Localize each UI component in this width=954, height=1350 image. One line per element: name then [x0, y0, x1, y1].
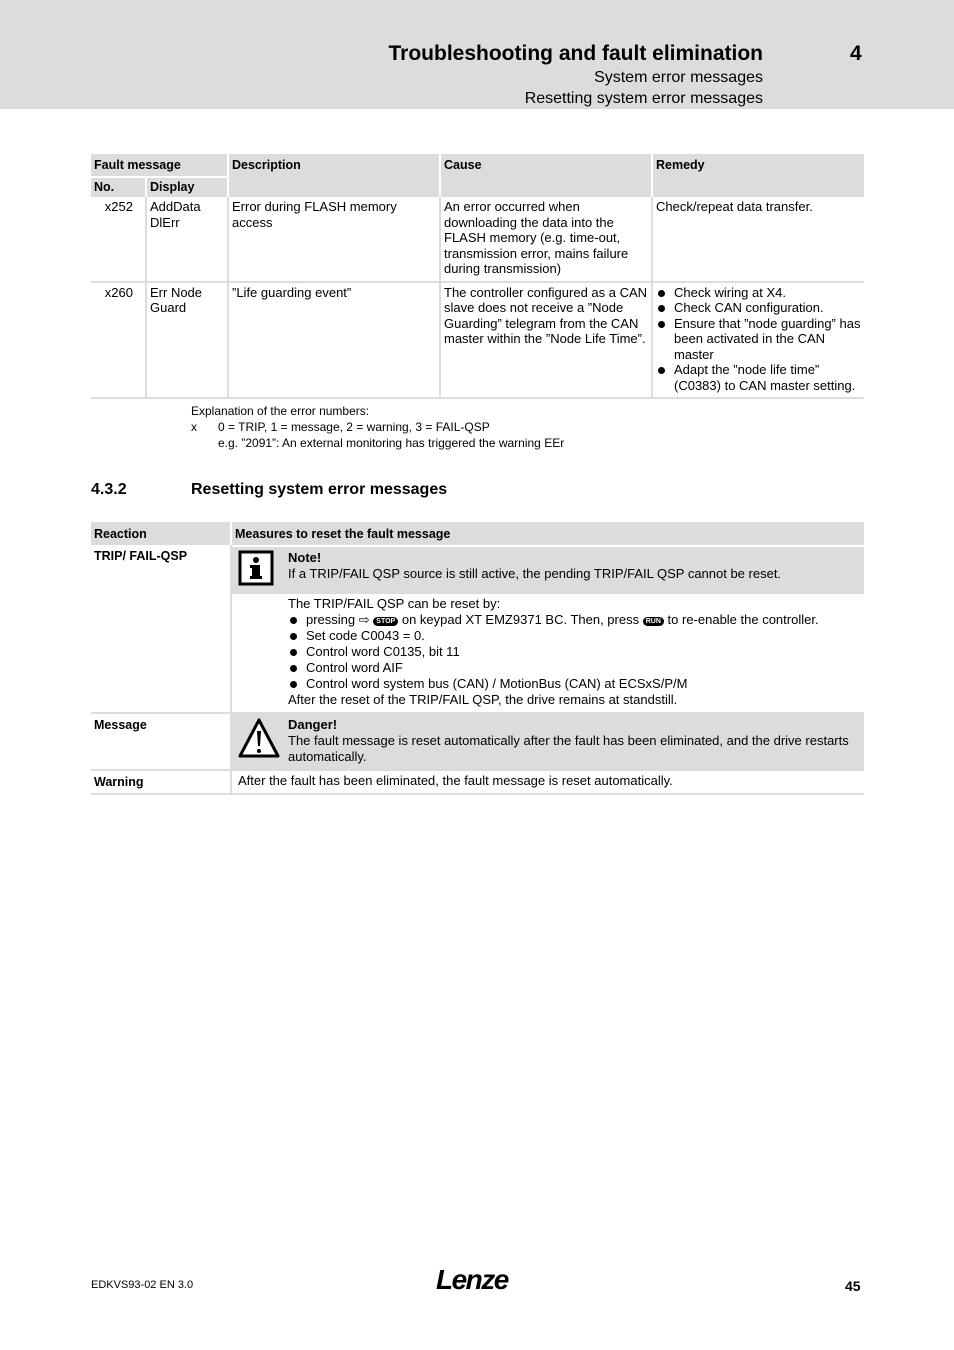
table-row [91, 713, 864, 770]
table-row [91, 770, 864, 794]
cell-no: x260 [91, 282, 146, 399]
table-row [91, 282, 864, 399]
warning-triangle-icon [238, 717, 288, 765]
info-icon [238, 550, 288, 590]
stop-key-icon: STOP [373, 617, 398, 626]
list-item: Set code C0043 = 0. [288, 628, 858, 644]
list-item: Control word system bus (CAN) / MotionBus (CAN) at ECSxS/P/M [288, 676, 858, 692]
col-fault-message: Fault message [91, 154, 228, 177]
cell-cause: An error occurred when downloading the data into the FLASH memory (e.g. time-out, transmission error, mains failure during transmission) [440, 197, 652, 282]
danger-title: Danger! [288, 717, 338, 732]
cell-cause: The controller configured as a CAN slave does not receive a ”Node Guarding” telegram from the CAN master within the ”Node Life Time”. [440, 282, 652, 399]
reaction-trip: TRIP/ FAIL-QSP [91, 545, 231, 713]
col-remedy: Remedy [652, 154, 864, 197]
trip-reset-instructions: The TRIP/FAIL QSP can be reset by: pressing ⇨ STOP on keypad XT EMZ9371 BC. Then, press RUN to re-enable the controller. Set code C0043 = 0. Control word C0135, bit 11 Control word AIF Control word system bus (CAN) / MotionBus (CAN) at ECSxS/P/M After the reset of the TRIP/FAIL QSP, the drive remains at standstill. [232, 594, 864, 712]
col-measures: Measures to reset the fault message [231, 522, 864, 545]
list-item: Control word AIF [288, 660, 858, 676]
list-item: Ensure that ”node guarding” has been activated in the CAN master [656, 316, 861, 363]
col-reaction: Reaction [91, 522, 231, 545]
list-item: Check CAN configuration. [656, 300, 861, 316]
page-number: 45 [845, 1278, 861, 1294]
table-row [91, 197, 864, 282]
page-title: Troubleshooting and fault elimination [388, 42, 763, 65]
reset-table [91, 522, 864, 795]
explanation-line-2: e.g. ”2091”: An external monitoring has triggered the warning EEr [218, 436, 565, 450]
section-number: 4.3.2 [91, 481, 127, 498]
table-row [91, 545, 864, 713]
run-key-icon: RUN [643, 617, 664, 626]
reaction-message: Message [91, 713, 231, 770]
note-box [232, 547, 864, 594]
col-display: Display [146, 177, 228, 197]
cell-display: AddData DlErr [146, 197, 228, 282]
document-id: EDKVS93-02 EN 3.0 [91, 1279, 194, 1291]
cell-display: Err Node Guard [146, 282, 228, 399]
remedy-list [656, 285, 861, 394]
note-text: If a TRIP/FAIL QSP source is still active, the pending TRIP/FAIL QSP cannot be reset. [288, 566, 782, 581]
cell-remedy [652, 282, 864, 399]
col-no: No. [91, 177, 146, 197]
danger-text: The fault message is reset automatically after the fault has been eliminated, and the drive restarts automatically. [288, 733, 849, 764]
lenze-logo: Lenze [436, 1264, 508, 1295]
cell-description: ”Life guarding event” [228, 282, 440, 399]
col-description: Description [228, 154, 440, 197]
cell-no: x252 [91, 197, 146, 282]
explanation-line-1: x 0 = TRIP, 1 = message, 2 = warning, 3 = FAIL-QSP [191, 420, 490, 434]
explanation-title: Explanation of the error numbers: [191, 404, 370, 418]
note-title: Note! [288, 550, 322, 565]
danger-box [232, 714, 864, 769]
cell-remedy: Check/repeat data transfer. [652, 197, 864, 282]
header-subtitle-2: Resetting system error messages [524, 90, 763, 107]
list-item: pressing ⇨ STOP on keypad XT EMZ9371 BC. Then, press RUN to re-enable the controller. [288, 612, 858, 628]
error-number-explanation [191, 403, 564, 451]
list-item: Adapt the ”node life time” (C0383) to CAN master setting. [656, 362, 861, 393]
list-item: Control word C0135, bit 11 [288, 644, 858, 660]
col-cause: Cause [440, 154, 652, 197]
chapter-number: 4 [850, 42, 862, 65]
cell-description: Error during FLASH memory access [228, 197, 440, 282]
fault-table [91, 154, 864, 399]
header-subtitle-1: System error messages [594, 69, 763, 86]
reaction-warning: Warning [91, 770, 231, 794]
warning-text: After the fault has been eliminated, the fault message is reset automatically. [238, 773, 673, 788]
list-item: Check wiring at X4. [656, 285, 861, 301]
section-title: Resetting system error messages [191, 481, 448, 498]
